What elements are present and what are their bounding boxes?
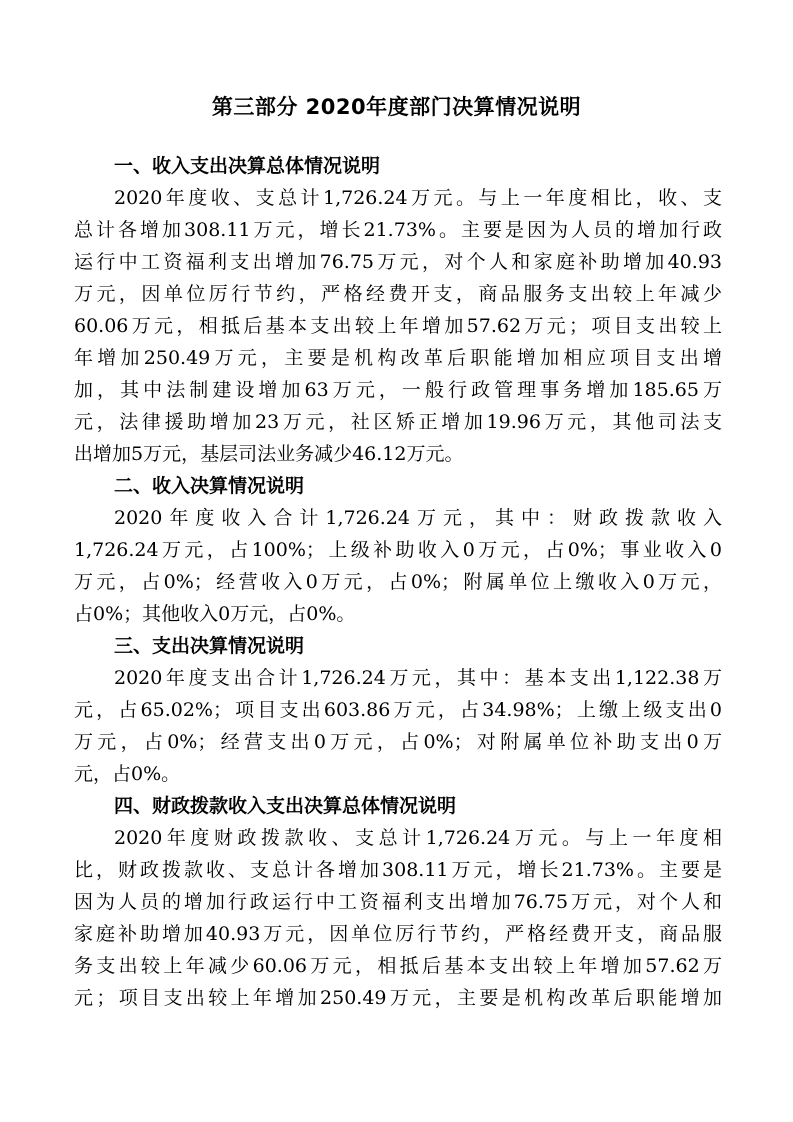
section-income-expenditure-overview <box>74 150 722 470</box>
paragraph-line: 元，占0%。 <box>74 763 181 785</box>
paragraph-line: 万元，因单位厉行节约，严格经费开支，商品服务支出较上年减少 <box>74 283 722 305</box>
section-paragraph <box>74 182 722 470</box>
paragraph-line: 元；项目支出较上年增加250.49万元，主要是机构改革后职能增加 <box>74 987 722 1009</box>
paragraph-line: 家庭补助增加40.93万元，因单位厉行节约，严格经费开支，商品服 <box>74 923 722 945</box>
section-fiscal-appropriation <box>74 790 722 1014</box>
document-body <box>74 150 722 1014</box>
paragraph-line: 运行中工资福利支出增加76.75万元，对个人和家庭补助增加40.93 <box>74 251 722 273</box>
paragraph-line: 加，其中法制建设增加63万元，一般行政管理事务增加185.65万 <box>74 379 722 401</box>
paragraph-line: 比，财政拨款收、支总计各增加308.11万元，增长21.73%。主要是 <box>74 859 722 881</box>
paragraph-line: 出增加5万元，基层司法业务减少46.12万元。 <box>74 443 464 465</box>
paragraph-line: 万元，占0%；经营收入0万元，占0%；附属单位上缴收入0万元， <box>74 571 722 593</box>
paragraph-line: 务支出较上年减少60.06万元，相抵后基本支出较上年增加57.62万 <box>74 955 722 977</box>
paragraph-line: 万元，占0%；经营支出0万元，占0%；对附属单位补助支出0万 <box>74 731 722 753</box>
paragraph-line: 2020年度财政拨款收、支总计1,726.24万元。与上一年度相 <box>114 827 722 849</box>
paragraph-line: 60.06万元，相抵后基本支出较上年增加57.62万元；项目支出较上 <box>74 315 722 337</box>
paragraph-line: 因为人员的增加行政运行中工资福利支出增加76.75万元，对个人和 <box>74 891 722 913</box>
paragraph-line: 2020年度收、支总计1,726.24万元。与上一年度相比，收、支 <box>114 187 722 209</box>
paragraph-line: 2020年度收入合计1,726.24万元，其中：财政拨款收入 <box>114 507 722 529</box>
paragraph-line: 年增加250.49万元，主要是机构改革后职能增加相应项目支出增 <box>74 347 722 369</box>
section-heading: 二、收入决算情况说明 <box>114 475 305 497</box>
paragraph-line: 2020年度支出合计1,726.24万元，其中：基本支出1,122.38万 <box>114 667 722 689</box>
paragraph-line: 总计各增加308.11万元，增长21.73%。主要是因为人员的增加行政 <box>74 219 722 241</box>
section-heading: 一、收入支出决算总体情况说明 <box>114 155 381 177</box>
paragraph-line: 元，法律援助增加23万元，社区矫正增加19.96万元，其他司法支 <box>74 411 722 433</box>
section-income <box>74 470 722 630</box>
section-heading: 三、支出决算情况说明 <box>114 635 305 657</box>
section-paragraph <box>74 822 722 1014</box>
paragraph-line: 占0%；其他收入0万元，占0%。 <box>74 603 356 625</box>
section-heading: 四、财政拨款收入支出决算总体情况说明 <box>114 795 457 817</box>
section-paragraph <box>74 502 722 630</box>
section-paragraph <box>74 662 722 790</box>
page-title: 第三部分 2020年度部门决算情况说明 <box>211 95 582 119</box>
paragraph-line: 1,726.24万元，占100%；上级补助收入0万元，占0%；事业收入0 <box>74 539 722 561</box>
section-expenditure <box>74 630 722 790</box>
paragraph-line: 元，占65.02%；项目支出603.86万元，占34.98%；上缴上级支出0 <box>74 699 722 721</box>
